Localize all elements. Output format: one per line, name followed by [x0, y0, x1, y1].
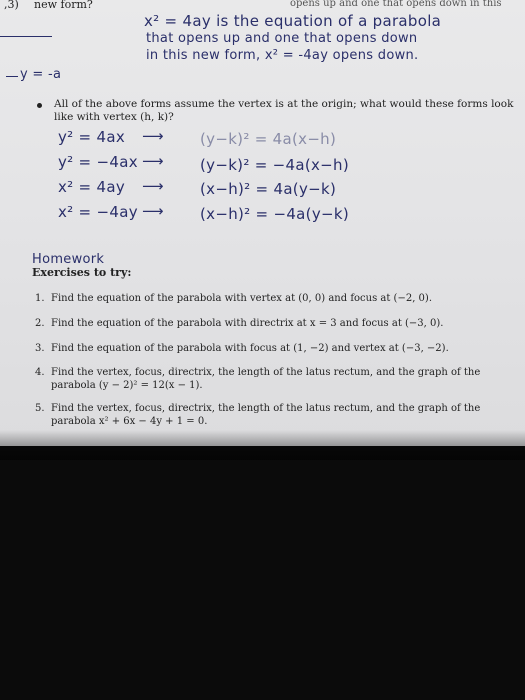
exercise-text-cont: parabola (y − 2)² = 12(x − 1). — [51, 380, 203, 391]
exercise-number: 3. — [35, 343, 45, 354]
exercise-text: Find the vertex, focus, directrix, the length of the latus rectum, and the graph of the — [51, 367, 481, 378]
underline-mark — [0, 36, 52, 37]
printed-top-right: opens up and one that opens down in this — [290, 0, 502, 9]
form-right-3: (x−h)² = 4a(y−k) — [200, 180, 337, 198]
form-left-2: y² = −4ax — [58, 153, 138, 171]
exercise-number: 4. — [35, 367, 45, 378]
bullet-dot — [37, 103, 42, 108]
corner-number: ,3) — [4, 0, 19, 11]
exercise-number: 1. — [35, 293, 45, 304]
exercise-2 — [35, 317, 505, 330]
arrow-4: ⟶ — [142, 202, 164, 220]
arrow-1: ⟶ — [142, 127, 164, 145]
arrow-2: ⟶ — [142, 152, 164, 170]
exercise-text: Find the equation of the parabola with focus at (1, −2) and vertex at (−3, −2). — [51, 343, 449, 354]
exercise-4 — [35, 366, 505, 392]
exercise-5 — [35, 402, 505, 428]
exercises-subtitle: Exercises to try: — [32, 266, 132, 279]
handwritten-note-3: in this new form, x² = -4ay opens down. — [146, 48, 419, 63]
exercise-text-cont: parabola x² + 6x − 4y + 1 = 0. — [51, 416, 208, 427]
form-right-2: (y−k)² = −4a(x−h) — [200, 156, 350, 174]
dash-mark — [6, 76, 18, 77]
arrow-3: ⟶ — [142, 177, 164, 195]
bullet-text-1: All of the above forms assume the vertex is at the origin; what would these forms look — [54, 98, 514, 110]
exercise-3 — [35, 342, 505, 355]
page-edge-shadow — [0, 430, 525, 460]
handwritten-note-1: x² = 4ay is the equation of a parabola — [144, 12, 442, 30]
form-right-4: (x−h)² = −4a(y−k) — [200, 205, 350, 223]
directrix-mark: y = -a — [20, 67, 62, 82]
handwritten-note-2: that opens up and one that opens down — [146, 31, 418, 46]
exercise-text: Find the equation of the parabola with directrix at x = 3 and focus at (−3, 0). — [51, 318, 444, 329]
exercise-number: 5. — [35, 403, 45, 414]
form-left-4: x² = −4ay — [58, 203, 138, 221]
homework-title: Homework — [32, 252, 105, 267]
exercise-text: Find the vertex, focus, directrix, the length of the latus rectum, and the graph of the — [51, 403, 481, 414]
exercise-number: 2. — [35, 318, 45, 329]
form-right-1: (y−k)² = 4a(x−h) — [200, 130, 337, 148]
new-form-question: new form? — [34, 0, 93, 11]
exercise-1 — [35, 292, 505, 305]
form-left-3: x² = 4ay — [58, 178, 126, 196]
bullet-text-2: like with vertex (h, k)? — [54, 111, 174, 123]
exercise-text: Find the equation of the parabola with vertex at (0, 0) and focus at (−2, 0). — [51, 293, 432, 304]
form-left-1: y² = 4ax — [58, 128, 126, 146]
